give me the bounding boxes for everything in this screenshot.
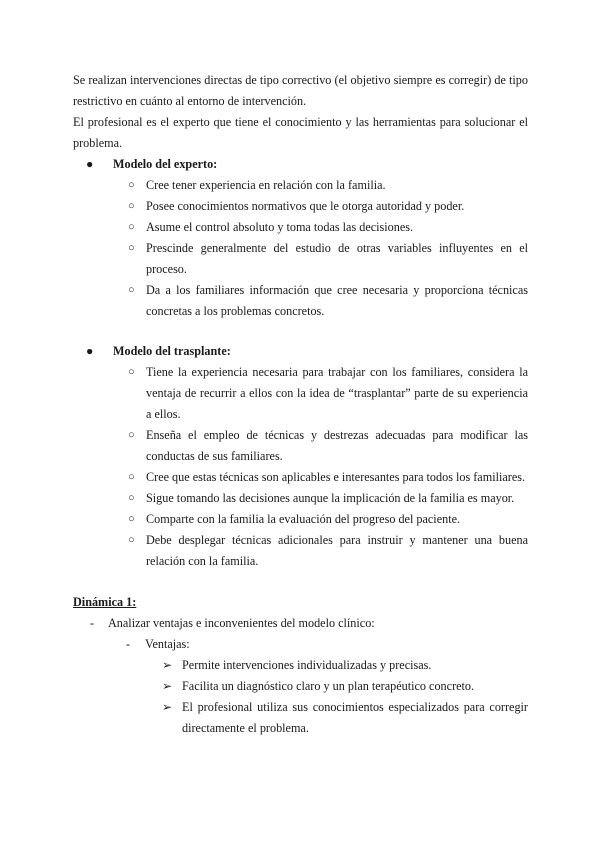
circle-marker: ○ — [128, 200, 135, 212]
circle-marker: ○ — [128, 179, 135, 191]
list-item — [73, 467, 528, 488]
list-item — [73, 488, 528, 509]
ventajas-text: Ventajas: — [145, 637, 190, 651]
list-item — [73, 676, 528, 697]
circle-marker: ○ — [128, 366, 135, 378]
task-text: Analizar ventajas e inconvenientes del modelo clínico: — [108, 616, 375, 630]
sublist — [73, 362, 528, 572]
list-item-text: Prescinde generalmente del estudio de otras variables influyentes en el proceso. — [146, 241, 528, 276]
arrow-marker-icon: ➢ — [162, 679, 173, 693]
circle-marker: ○ — [128, 534, 135, 546]
circle-marker: ○ — [128, 492, 135, 504]
sublist — [73, 175, 528, 322]
ventajas-list — [73, 655, 528, 739]
circle-marker: ○ — [128, 242, 135, 254]
dinamica-title: Dinámica 1: — [73, 595, 137, 609]
dash-marker: - — [90, 616, 95, 630]
list-item — [73, 655, 528, 676]
list-item — [73, 425, 528, 467]
circle-marker: ○ — [128, 221, 135, 233]
list-item — [73, 697, 528, 739]
list-item-text: Comparte con la familia la evaluación del progreso del paciente. — [146, 512, 461, 526]
dash-marker: - — [126, 637, 131, 651]
circle-marker: ○ — [128, 513, 135, 525]
section-heading — [73, 341, 528, 362]
list-item-text: Posee conocimientos normativos que le otorga autoridad y poder. — [146, 199, 465, 213]
intro-paragraph-1: Se realizan intervenciones directas de tipo correctivo (el objetivo siempre es corregir) de tipo restrictivo en cuánto al entorno de intervención. — [73, 73, 528, 108]
bullet-marker: ● — [86, 344, 94, 358]
list-item — [73, 217, 528, 238]
list-item — [73, 280, 528, 322]
list-item-text: Da a los familiares información que cree necesaria y proporciona técnicas concretas a los problemas concretos. — [146, 283, 528, 318]
circle-marker: ○ — [128, 471, 135, 483]
section-dinamica — [73, 592, 528, 739]
list-item-text: Permite intervenciones individualizadas y precisas. — [182, 658, 432, 672]
section-modelo-trasplante — [73, 341, 528, 572]
list-item-text: Cree que estas técnicas son aplicables e interesantes para todos los familiares. — [146, 470, 526, 484]
list-item — [73, 530, 528, 572]
bullet-marker: ● — [86, 157, 94, 171]
list-item — [73, 196, 528, 217]
list-item-text: Tiene la experiencia necesaria para trabajar con los familiares, considera la ventaja de recurrir a ellos con la idea de “trasplantar” parte de su experiencia a ellos. — [146, 365, 528, 421]
list-item-text: Asume el control absoluto y toma todas las decisiones. — [146, 220, 414, 234]
circle-marker: ○ — [128, 429, 135, 441]
list-item — [73, 175, 528, 196]
arrow-marker-icon: ➢ — [162, 658, 173, 672]
intro-section — [73, 70, 528, 154]
section-heading — [73, 154, 528, 175]
list-item — [73, 362, 528, 425]
list-item-text: Sigue tomando las decisiones aunque la implicación de la familia es mayor. — [146, 491, 515, 505]
heading-text: Modelo del trasplante: — [113, 344, 231, 358]
list-item-text: Facilita un diagnóstico claro y un plan terapéutico concreto. — [182, 679, 475, 693]
list-item — [73, 238, 528, 280]
circle-marker: ○ — [128, 284, 135, 296]
section-modelo-experto — [73, 154, 528, 322]
arrow-marker-icon: ➢ — [162, 700, 173, 714]
list-item-text: El profesional utiliza sus conocimientos especializados para corregir directamente el problema. — [182, 700, 528, 735]
list-item-text: Debe desplegar técnicas adicionales para instruir y mantener una buena relación con la familia. — [146, 533, 528, 568]
heading-text: Modelo del experto: — [113, 157, 218, 171]
list-item-text: Enseña el empleo de técnicas y destrezas adecuadas para modificar las conductas de sus familiares. — [146, 428, 528, 463]
intro-paragraph-2: El profesional es el experto que tiene el conocimiento y las herramientas para solucionar el problema. — [73, 115, 528, 150]
list-item-text: Cree tener experiencia en relación con la familia. — [146, 178, 386, 192]
list-item — [73, 509, 528, 530]
ventajas-heading — [73, 634, 528, 655]
dinamica-task — [73, 613, 528, 634]
